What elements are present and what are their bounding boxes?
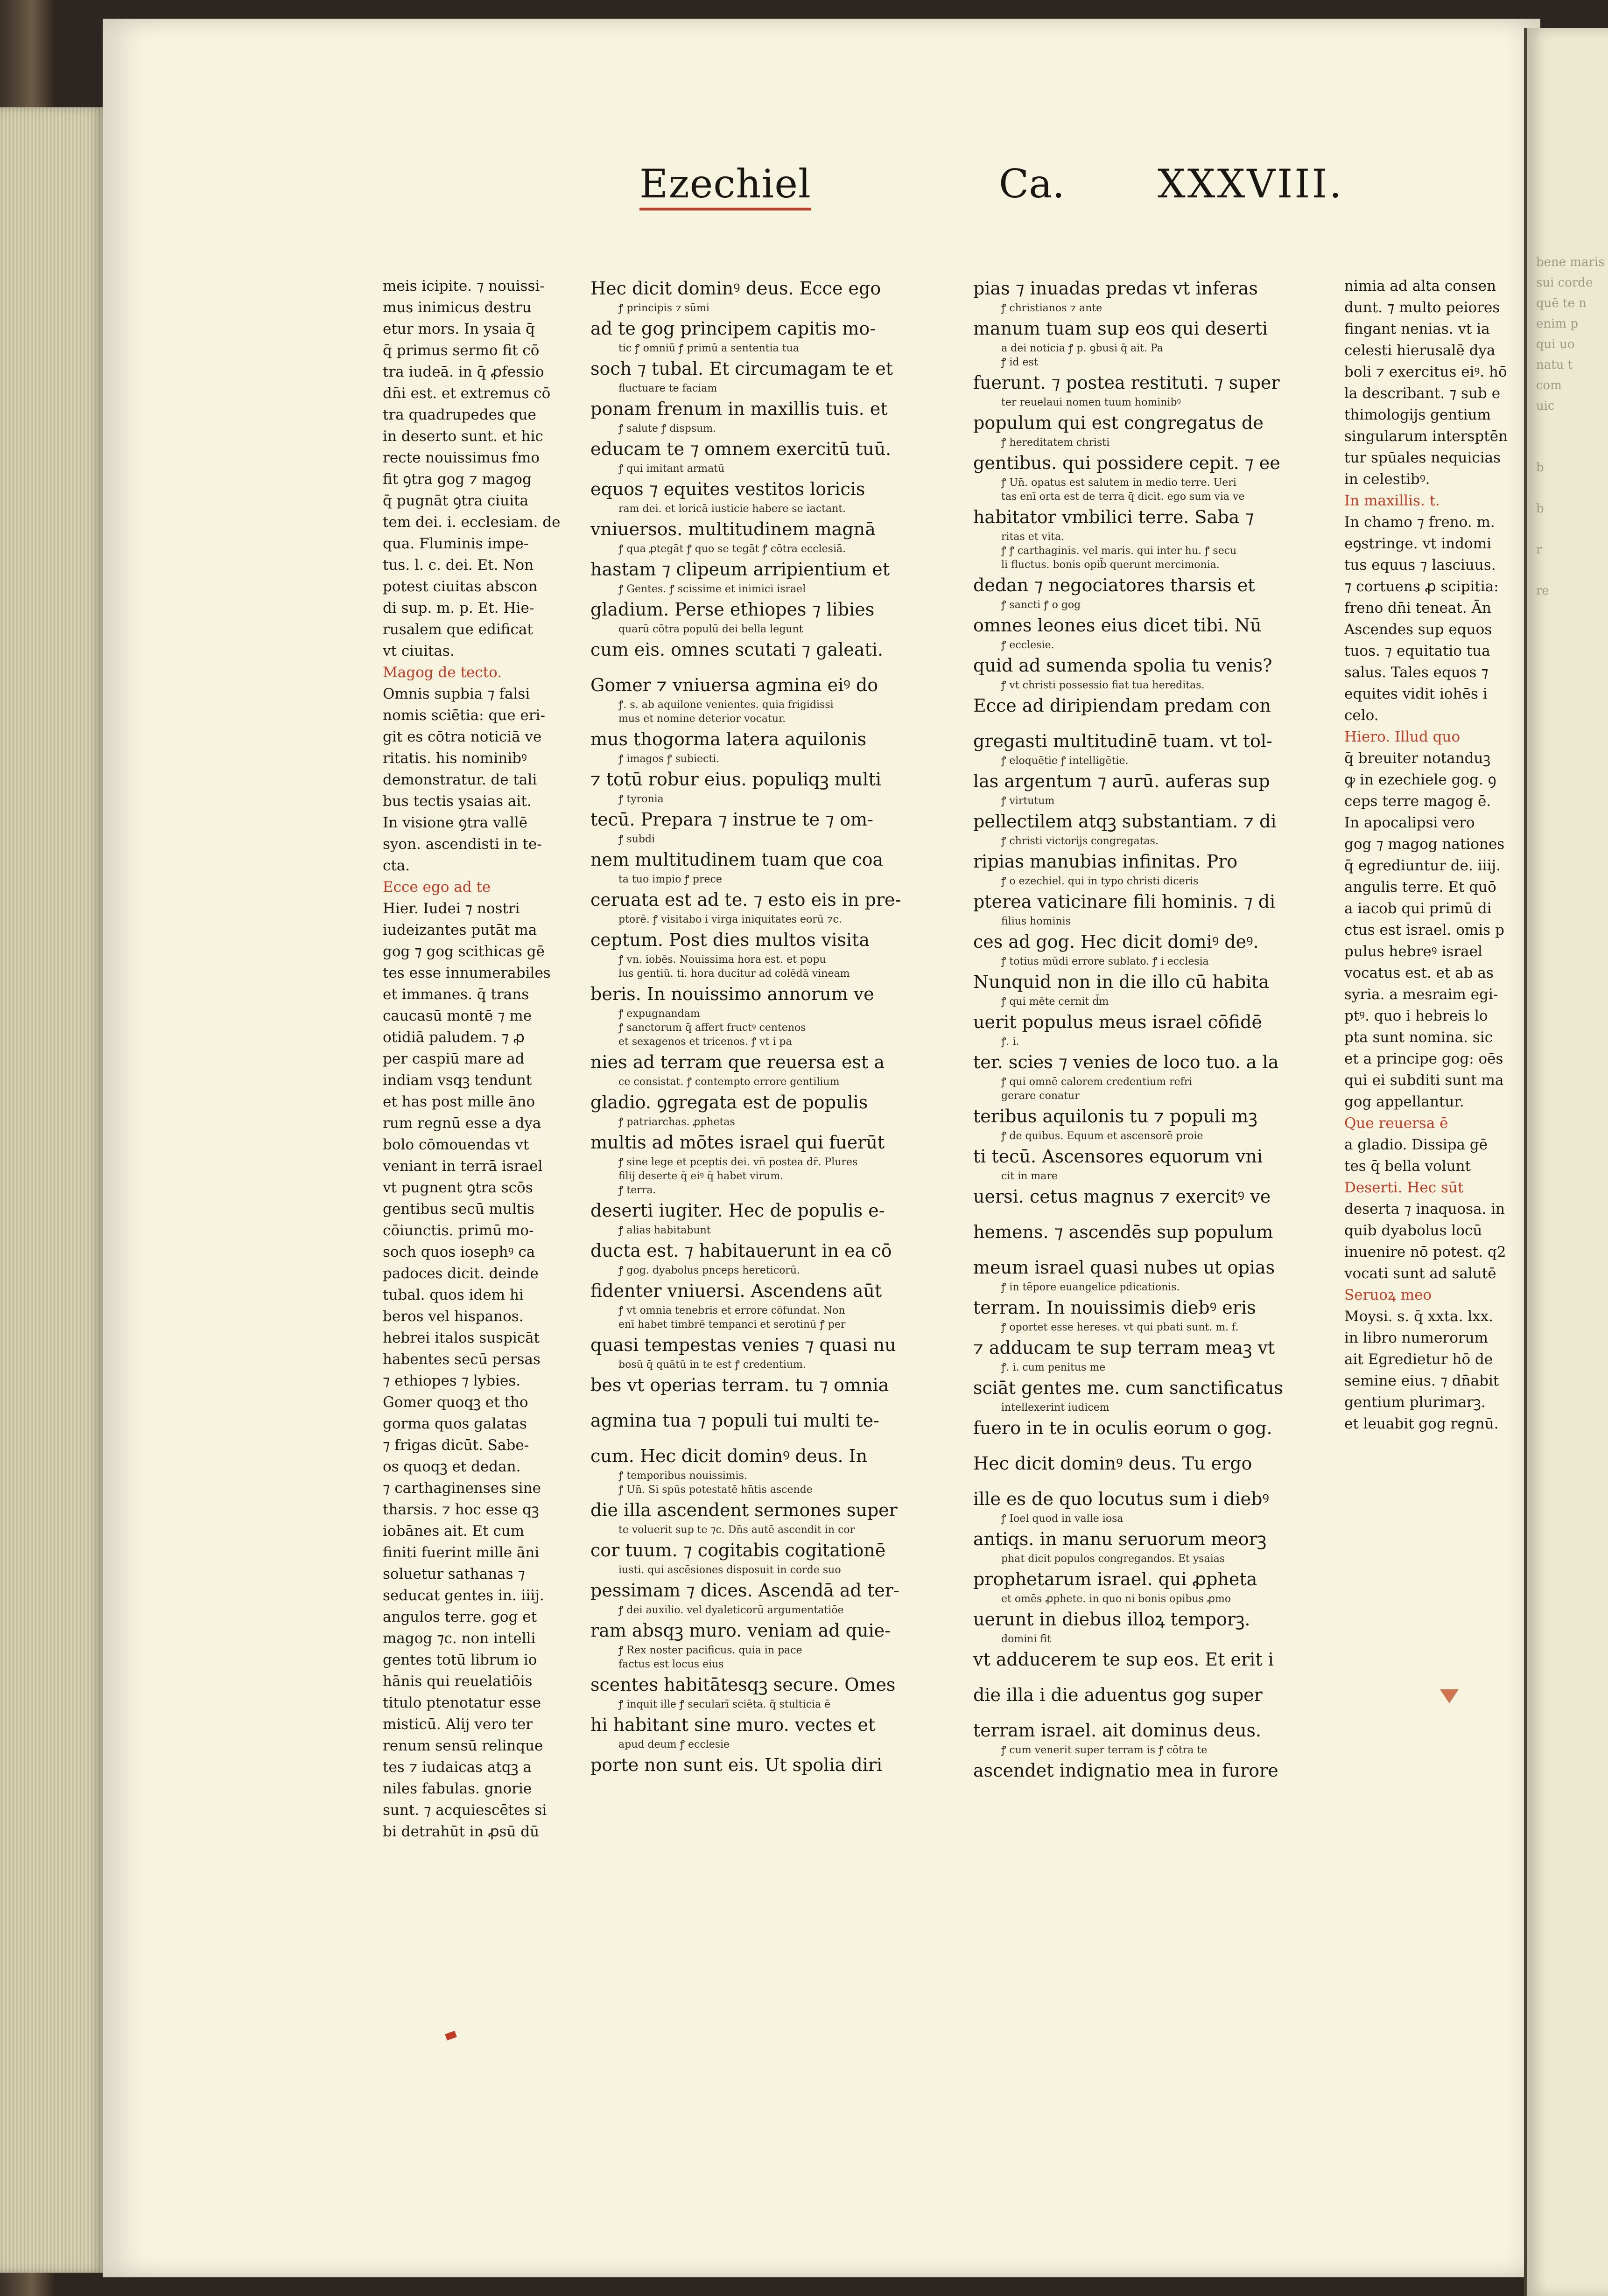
text-line: nem multitudinem tuam que coa [590,849,884,870]
text-line: mus thogorma latera aquilonis [590,729,867,749]
interlinear-gloss: ꝭ expugnandam [618,1008,700,1020]
text-line: ceps terre magog ē. [1344,793,1491,810]
text-line: a iacob qui primū di [1344,900,1492,917]
text-line: vocatus est. et ab as [1344,965,1494,981]
text-line: deserta ⁊ inaquosa. in [1344,1201,1505,1218]
interlinear-gloss: ꝭ christianos ⁊ ante [1001,302,1102,314]
text-line: fuerunt. ⁊ postea restituti. ⁊ super [973,372,1280,393]
interlinear-gloss: enī habet timbrē tempanci et serotinū ꝭ per [618,1319,846,1330]
text-line: et immanes. q̄ trans [383,986,529,1003]
text-line: gladium. Perse ethiopes ⁊ libies [590,599,875,620]
text-line: niles fabulas. gnorie [383,1780,532,1797]
text-line: beros vel hispanos. [383,1308,524,1325]
text-line: in celestibꝰ. [1344,471,1430,488]
interlinear-gloss: ꝭ o ezechiel. qui in typo christi diceris [1001,875,1199,887]
text-line: padoces dicit. deinde [383,1265,539,1282]
interlinear-gloss: li fluctus. bonis opib̄ querunt mercimonia. [1001,559,1220,571]
text-line: ducta est. ⁊ habitauerunt in ea cō [590,1240,892,1261]
text-line: singularum intersptēn [1344,428,1508,445]
text-line: bes vt operias terram. tu ⁊ omnia [590,1375,889,1395]
text-line: hemens. ⁊ ascendēs sup populum [973,1222,1273,1242]
text-line: tes esse innumerabiles [383,965,551,981]
interlinear-gloss: ꝭ alias habitabunt [618,1225,711,1236]
text-line: cōiunctis. primū mo- [383,1222,534,1239]
text-line: fuero in te in oculis eorum o gog. [973,1418,1272,1438]
interlinear-gloss: ꝭ vt omnia tenebris et errore cōfundat. Non [618,1305,845,1316]
text-line: celo. [1344,707,1379,724]
text-line: q̄ primus sermo fit cō [383,342,540,359]
text-line: equites vidit iohēs i [1344,686,1488,702]
text-line: Gomer quoqꝫ et tho [383,1394,528,1411]
text-line: Deserti. Hec sūt [1344,1179,1464,1196]
red-triangle-mark [1440,1689,1459,1703]
text-line: ꝙ in ezechiele gog. ꝯ [1344,771,1496,788]
text-line: tus equus ⁊ lasciuus. [1344,557,1496,574]
text-line: in deserto sunt. et hic [383,428,543,445]
text-line: In maxillis. t. [1344,492,1440,509]
interlinear-gloss: domini fit [1001,1633,1051,1645]
text-line: dn̄i est. et extremus cō [383,385,551,402]
text-line: manum tuam sup eos qui deserti [973,318,1268,339]
interlinear-gloss: apud deum ꝭ ecclesie [618,1739,730,1750]
interlinear-gloss: ram dei. et loricā iusticie habere se iactant. [618,503,846,515]
text-line: In visione ꝯtra vallē [383,814,528,831]
text-line: titulo ptenotatur esse [383,1694,541,1711]
text-line: nomis sciētia: que eri- [383,707,545,724]
text-line: habitator vmbilici terre. Saba ⁊ [973,507,1254,527]
interlinear-gloss: ꝭ tyronia [618,793,664,805]
text-line: q̄ breuiter notanduꝫ [1344,750,1491,767]
text-line: beris. In nouissimo annorum ve [590,984,874,1004]
text-line: scentes habitātesqꝫ secure. Omes [590,1674,896,1695]
interlinear-gloss: ꝭ ꝭ carthaginis. vel maris. qui inter hu. ꝭ secu [1001,545,1237,557]
book-title: Ezechiel [639,161,811,210]
interlinear-gloss: ꝭ principis ⁊ sūmi [618,302,709,314]
interlinear-gloss: quarū cōtra populū dei bella legunt [618,623,803,635]
text-line: caucasū montē ⁊ me [383,1008,532,1024]
interlinear-gloss: a dei noticia ꝭ p. ꝯbusi q̄ ait. Pa [1001,343,1163,354]
text-line: seducat gentes in. iiij. [383,1587,544,1604]
line-gap [590,1398,945,1407]
interlinear-gloss: ꝭ subdi [618,833,655,845]
interlinear-gloss: ꝭ sancti ꝭ o gog [1001,599,1081,611]
text-line: pellectilem atqꝫ substantiam. ⁊ di [973,811,1277,832]
text-line: Ascendes sup equos [1344,621,1492,638]
interlinear-gloss: ꝭ Un̄. opatus est salutem in medio terre. Ueri [1001,477,1236,489]
interlinear-gloss: ꝭ gog. dyabolus pnceps hereticorū. [618,1265,800,1276]
page-edges [0,107,103,2273]
interlinear-gloss: ꝭ de quibus. Equum et ascensorē proie [1001,1130,1203,1142]
interlinear-gloss: tas enī orta est de terra q̄ dicit. ego sum via ve [1001,491,1245,503]
interlinear-gloss: ꝭ inquit ille ꝭ secularī sciēta. q̄ stulticia ē [618,1699,831,1710]
text-line: ille es de quo locutus sum i diebꝰ [973,1489,1269,1509]
text-line: tubal. quos idem hi [383,1287,524,1303]
text-line: Gomer ⁊ vniuersa agmina eiꝰ do [590,675,878,695]
interlinear-gloss: ꝭ in tēpore euangelice pdicationis. [1001,1281,1180,1293]
interlinear-gloss: ꝭ qui mēte cernit d̄m [1001,996,1109,1008]
line-gap [973,719,1328,728]
interlinear-gloss: ꝭ vn. iobēs. Nouissima hora est. et popu [618,954,826,966]
text-line: vniuersos. multitudinem magnā [590,519,876,539]
gloss-column-right [1344,275,1508,1435]
text-line: ceruata est ad te. ⁊ esto eis in pre- [590,889,901,910]
text-line: ceptum. Post dies multos visita [590,930,870,950]
text-line: fidenter vniuersi. Ascendens aūt [590,1281,882,1301]
line-gap [590,663,945,672]
text-line: git es cōtra noticiā ve [383,728,542,745]
text-line: pessimam ⁊ dices. Ascendā ad ter- [590,1580,899,1601]
text-line: tur spūales nequicias [1344,449,1501,466]
interlinear-gloss: ꝭ. i. [1001,1036,1019,1048]
text-line: Nunquid non in die illo cū habita [973,972,1269,992]
text-line: antiqs. in manu seruorum meorꝫ [973,1529,1267,1549]
text-line: ⁊ ethiopes ⁊ lybies. [383,1372,521,1389]
interlinear-gloss: lus gentiū. ti. hora ducitur ad colēdā vineam [618,968,850,980]
text-line: magog ⁊c. non intelli [383,1630,536,1647]
text-line: meis icipite. ⁊ nouissi- [383,278,545,294]
text-line: Ecce ad diripiendam predam con [973,695,1271,716]
text-line: pias ⁊ inuadas predas vt inferas [973,278,1258,299]
text-line: finiti fuerint mille āni [383,1544,540,1561]
text-line: celesti hierusalē dya [1344,342,1496,359]
text-line: cum. Hec dicit dominꝰ deus. In [590,1446,868,1466]
text-line: tuos. ⁊ equitatio tua [1344,643,1490,659]
interlinear-gloss: filij deserte q̄ eiꝰ q̄ habet virum. [618,1170,784,1182]
text-line: sunt. ⁊ acquiescētes si [383,1802,547,1819]
text-line: ter. scies ⁊ venies de loco tuo. a la [973,1052,1279,1072]
next-page-edge [1524,28,1608,2296]
text-line: tem dei. i. ecclesiam. de [383,514,561,531]
text-line: pta sunt nomina. sic [1344,1029,1493,1046]
text-line: ⁊ frigas dicūt. Sabe- [383,1437,529,1454]
interlinear-gloss: ꝭ christi victorijs congregatas. [1001,835,1159,847]
text-line: rum regnū esse a dya [383,1115,541,1132]
text-line: tra iudeā. in q̄ ꝓfessio [383,364,544,380]
interlinear-gloss: ꝭ ecclesie. [1001,639,1054,651]
text-line: tes q̄ bella volunt [1344,1158,1471,1175]
text-line: q̄ egrediuntur de. iiij. [1344,857,1501,874]
text-line: indiam vsqꝫ tendunt [383,1072,532,1089]
text-line: qua. Fluminis impe- [383,535,529,552]
text-line: gog ⁊ gog scithicas gē [383,943,545,960]
text-line: angulos terre. gog et [383,1609,537,1625]
text-line: inuenire nō potest. q2 [1344,1244,1506,1260]
interlinear-gloss: ꝭ totius mūdi errore sublato. ꝭ i ecclesia [1001,956,1209,967]
text-line: ptꝰ. quo i hebreis lo [1344,1008,1488,1024]
text-column-right [973,275,1328,1784]
interlinear-gloss: ꝭ sine lege et pceptis dei. vn̄ postea dr̄. Plures [618,1156,858,1168]
text-line: cor tuum. ⁊ cogitabis cogitationē [590,1540,886,1561]
chapter-label: Ca. [999,161,1065,207]
text-line: uerunt in diebus illoꝝ temporꝫ. [973,1609,1250,1630]
text-line: tus. l. c. dei. Et. Non [383,557,534,574]
interlinear-gloss: phat dicit populos congregandos. Et ysaias [1001,1553,1225,1565]
text-line: salus. Tales equos ⁊ [1344,664,1489,681]
text-line: hi habitant sine muro. vectes et [590,1715,876,1735]
interlinear-gloss: factus est locus eius [618,1659,724,1670]
next-page-bleed-text: bene maris sui corde quē te n enim p qui uo natu t com uic b b r re [1536,255,1605,598]
text-line: vocati sunt ad salutē [1344,1265,1496,1282]
interlinear-gloss: cit in mare [1001,1170,1058,1182]
text-line: vt pugnent ꝯtra scōs [383,1179,533,1196]
text-line: quib dyabolus locū [1344,1222,1482,1239]
interlinear-gloss: ꝭ vt christi possessio fiat tua hereditas. [1001,679,1205,691]
text-line: gentibus. qui possidere cepit. ⁊ ee [973,453,1280,473]
text-line: sciāt gentes me. cum sanctificatus [973,1378,1283,1398]
text-line: dunt. ⁊ multo peiores [1344,299,1500,316]
text-line: gladio. ꝯgregata est de populis [590,1092,868,1113]
text-line: Hiero. Illud quo [1344,728,1461,745]
interlinear-gloss: ꝭ Ioel quod in valle iosa [1001,1513,1123,1525]
text-line: Seruoꝝ meo [1344,1287,1432,1303]
interlinear-gloss: ꝭ patriarchas. ꝓphetas [618,1116,735,1128]
text-line: semine eius. ⁊ dn̄abit [1344,1372,1499,1389]
interlinear-gloss: ꝭ temporibus nouissimis. [618,1470,747,1482]
text-line: qui ei subditi sunt ma [1344,1072,1504,1089]
interlinear-gloss: et omēs ꝓphete. in quo ni bonis opibus ꝓmo [1001,1593,1231,1605]
text-line: per caspiū mare ad [383,1050,525,1067]
text-line: teribus aquilonis tu ⁊ populi mꝫ [973,1106,1257,1127]
interlinear-gloss: ptorē. ꝭ visitabo i virga iniquitates eorū ⁊c. [618,914,842,925]
interlinear-gloss: ꝭ hereditatem christi [1001,437,1110,448]
text-line: vt ciuitas. [383,643,455,659]
text-line: potest ciuitas abscon [383,578,538,595]
text-line: demonstratur. de tali [383,771,537,788]
text-line: multis ad mōtes israel qui fuerūt [590,1132,885,1153]
text-line: et has post mille āno [383,1093,535,1110]
text-line: ponam frenum in maxillis tuis. et [590,399,888,419]
text-line: cta. [383,857,410,874]
text-line: ram absqꝫ muro. veniam ad quie- [590,1620,891,1641]
text-line: prophetarum israel. qui ꝓpheta [973,1569,1257,1589]
text-line: in libro numerorum [1344,1330,1489,1346]
interlinear-gloss: ritas et vita. [1001,531,1065,543]
interlinear-gloss: intellexerint iudicem [1001,1402,1109,1414]
text-line: die illa ascendent sermones super [590,1500,898,1520]
text-line: Magog de tecto. [383,664,502,681]
text-line: a gladio. Dissipa gē [1344,1136,1488,1153]
line-gap [973,1210,1328,1219]
text-line: Hier. Iudei ⁊ nostri [383,900,520,917]
text-line: Hec dicit dominꝰ deus. Tu ergo [973,1453,1252,1474]
text-line: uerit populus meus israel cōfidē [973,1012,1262,1032]
text-line: ctus est israel. omis p [1344,922,1504,938]
text-line: iudeizantes putāt ma [383,922,537,938]
interlinear-gloss: ꝭ cum venerit super terram is ꝭ cōtra te [1001,1744,1208,1756]
interlinear-gloss: ꝭ qua ꝓtegāt ꝭ quo se tegāt ꝭ cōtra ecclesiā. [618,543,846,555]
interlinear-gloss: ꝭ qui omnē calorem credentium refri [1001,1076,1193,1088]
text-line: educam te ⁊ omnem exercitū tuū. [590,439,892,459]
text-line: vt adducerem te sup eos. Et erit i [973,1649,1274,1670]
text-line: terram. In nouissimis diebꝰ eris [973,1297,1256,1318]
text-line: porte non sunt eis. Ut spolia diri [590,1755,883,1775]
text-line: tharsis. ⁊ hoc esse qꝫ [383,1501,539,1518]
text-line: veniant in terrā israel [383,1158,543,1175]
text-line: fingant nenias. vt ia [1344,321,1490,337]
line-gap [590,1434,945,1443]
interlinear-gloss: ꝭ virtutum [1001,795,1055,807]
line-gap [973,1708,1328,1717]
text-line: In chamo ⁊ freno. m. [1344,514,1495,531]
text-line: rusalem que edificat [383,621,533,638]
text-line: habentes secū persas [383,1351,541,1368]
text-line: nimia ad alta consen [1344,278,1496,294]
text-line: gog ⁊ magog nationes [1344,836,1505,853]
chapter-number: XXXVIII. [1158,161,1344,207]
text-line: renum sensū relinque [383,1737,543,1754]
text-line: hastam ⁊ clipeum arripientium et [590,559,890,580]
interlinear-gloss: ꝭ id est [1001,357,1038,368]
text-line: gentibus secū multis [383,1201,535,1218]
text-line: cum eis. omnes scutati ⁊ galeati. [590,639,884,660]
text-line: ad te gog principem capitis mo- [590,318,876,339]
text-line: gog appellantur. [1344,1093,1464,1110]
text-line: ait Egredietur hō de [1344,1351,1493,1368]
text-line: thimologijs gentium [1344,406,1491,423]
interlinear-gloss: ꝭ eloquētie ꝭ intelligētie. [1001,755,1129,767]
text-line: ritatis. his nominibꝰ [383,750,527,767]
text-line: quasi tempestas venies ⁊ quasi nu [590,1335,896,1355]
interlinear-gloss: gerare conatur [1001,1090,1080,1102]
interlinear-gloss: ta tuo impio ꝭ prece [618,874,722,885]
interlinear-gloss: et sexagenos et tricenos. ꝭ vt i pa [618,1036,792,1048]
text-line: ti tecū. Ascensores equorum vni [973,1146,1263,1167]
text-line: ascendet indignatio mea in furore [973,1760,1278,1781]
text-line: et a principe gog: oēs [1344,1050,1503,1067]
text-line: gregasti multitudinē tuam. vt tol- [973,731,1272,751]
interlinear-gloss: ce consistat. ꝭ contempto errore gentilium [618,1076,840,1088]
gloss-column-left [383,275,561,1842]
interlinear-gloss: ꝭ sanctorum q̄ affert fructꝰ centenos [618,1022,806,1034]
text-line: bolo cōmouendas vt [383,1136,529,1153]
text-line: ripias manubias infinitas. Pro [973,851,1238,872]
text-line: tecū. Prepara ⁊ instrue te ⁊ om- [590,809,873,830]
text-line: pulus hebreꝰ israel [1344,943,1482,960]
text-line: soch quos iosephꝰ ca [383,1244,535,1260]
text-line: ⁊ totū robur eius. populiqꝫ multi [590,769,881,790]
text-line: soch ⁊ tubal. Et circumagam te et [590,358,893,379]
text-line: fit ꝯtra gog ⁊ magog [383,471,532,488]
text-line: hānis qui reuelatiōis [383,1673,533,1690]
interlinear-gloss: ꝭ Gentes. ꝭ scissime et inimici israel [618,583,806,595]
text-line: ⁊ carthaginenses sine [383,1480,541,1497]
text-line: hebrei italos suspicāt [383,1330,540,1346]
text-line: dedan ⁊ negociatores tharsis et [973,575,1255,595]
text-line: quid ad sumenda spolia tu venis? [973,655,1272,676]
text-line: otidiā paludem. ⁊ ꝓ [383,1029,525,1046]
text-line: Ecce ego ad te [383,879,491,896]
interlinear-gloss: iusti. qui ascēsiones disposuit in corde suo [618,1564,841,1576]
text-line: syon. ascendisti in te- [383,836,542,853]
text-line: Que reuersa ē [1344,1115,1448,1132]
text-line: soluetur sathanas ⁊ [383,1566,525,1582]
interlinear-gloss: ꝭ Un̄. Si spūs potestatē hn̄tis ascende [618,1484,813,1496]
text-line: gorma quos galatas [383,1415,527,1432]
text-line: os quoqꝫ et dedan. [383,1458,521,1475]
text-line: et leuabit gog regnū. [1344,1415,1499,1432]
line-gap [973,1477,1328,1486]
text-line: nies ad terram que reuersa est a [590,1052,885,1072]
text-line: freno dn̄i teneat. Ān [1344,600,1491,616]
text-line: q̄ pugnāt ꝯtra ciuita [383,492,529,509]
text-line: ⁊ adducam te sup terram meaꝫ vt [973,1337,1275,1358]
text-line: gentium plurimarꝫ. [1344,1394,1486,1411]
text-line: syria. a mesraim egi- [1344,986,1498,1003]
text-line: populum qui est congregatus de [973,413,1264,433]
interlinear-gloss: ꝭ. i. cum penitus me [1001,1362,1106,1373]
interlinear-gloss: ꝭ salute ꝭ dispsum. [618,423,716,434]
interlinear-gloss: ꝭ oportet esse hereses. vt qui pbati sunt. m. f. [1001,1322,1239,1333]
text-line: bus tectis ysaias ait. [383,793,532,810]
text-line: las argentum ⁊ aurū. auferas sup [973,771,1270,791]
text-line: Omnis supbia ⁊ falsi [383,686,530,702]
text-line: pterea vaticinare fili hominis. ⁊ di [973,891,1276,912]
text-line: angulis terre. Et quō [1344,879,1496,896]
interlinear-gloss: tic ꝭ omniū ꝭ primū a sententia tua [618,343,799,354]
text-line: deserti iugiter. Hec de populis e- [590,1200,885,1221]
interlinear-gloss: ꝭ qui imitant armatū [618,463,725,475]
text-line: bi detrahūt in ꝓsū dū [383,1823,540,1840]
interlinear-gloss: ꝭ. s. ab aquilone venientes. quia frigidissi [618,699,834,711]
text-line: Hec dicit dominꝰ deus. Ecce ego [590,278,881,299]
text-line: equos ⁊ equites vestitos loricis [590,479,865,499]
text-line: mus inimicus destru [383,299,532,316]
text-line: tes ⁊ iudaicas atqꝫ a [383,1759,532,1776]
text-line: In apocalipsi vero [1344,814,1475,831]
interlinear-gloss: fluctuare te faciam [618,383,717,394]
line-gap [973,1441,1328,1450]
interlinear-gloss: ꝭ dei auxilio. vel dyaleticorū argumentatiōe [618,1604,844,1616]
interlinear-gloss: mus et nomine deterior vocatur. [618,713,786,725]
text-line: die illa i die aduentus gog super [973,1685,1263,1705]
text-line: omnes leones eius dicet tibi. Nū [973,615,1262,636]
text-line: eꝯstringe. vt indomi [1344,535,1492,552]
text-line: meum israel quasi nubes ut opias [973,1257,1275,1278]
text-line: etur mors. In ysaia q̄ [383,321,535,337]
interlinear-gloss: filius hominis [1001,916,1071,927]
line-gap [973,1673,1328,1682]
text-line: boli ⁊ exercitus eiꝰ. hō [1344,364,1507,380]
text-line: Moysi. s. q̄ xxta. lxx. [1344,1308,1494,1325]
text-line: agmina tua ⁊ populi tui multi te- [590,1410,879,1431]
text-line: ⁊ cortuens ꝓ scipitia: [1344,578,1499,595]
text-line: terram israel. ait dominus deus. [973,1720,1262,1741]
text-line: misticū. Alij vero ter [383,1716,533,1733]
interlinear-gloss: ter reuelaui nomen tuum hominibꝰ [1001,397,1181,408]
interlinear-gloss: ꝭ imagos ꝭ subiecti. [618,753,720,765]
text-line: gentes totū librum io [383,1652,537,1668]
text-line: recte nouissimus fmo [383,449,540,466]
text-column-left [590,275,945,1778]
interlinear-gloss: ꝭ terra. [618,1184,656,1196]
line-gap [973,1245,1328,1254]
interlinear-gloss: bosū q̄ quātū in te est ꝭ credentium. [618,1359,806,1371]
text-line: di sup. m. p. Et. Hie- [383,600,534,616]
text-line: iobānes ait. Et cum [383,1523,525,1540]
interlinear-gloss: ꝭ Rex noster pacificus. quia in pace [618,1645,802,1656]
text-line: tra quadrupedes que [383,406,536,423]
text-line: la describant. ⁊ sub e [1344,385,1501,402]
interlinear-gloss: te voluerit sup te ⁊c. Dn̄s autē ascendit in cor [618,1524,855,1536]
running-header [639,161,1344,217]
text-line: ces ad gog. Hec dicit domiꝰ deꝰ. [973,931,1259,952]
text-line: uersi. cetus magnus ⁊ exercitꝰ ve [973,1186,1271,1207]
